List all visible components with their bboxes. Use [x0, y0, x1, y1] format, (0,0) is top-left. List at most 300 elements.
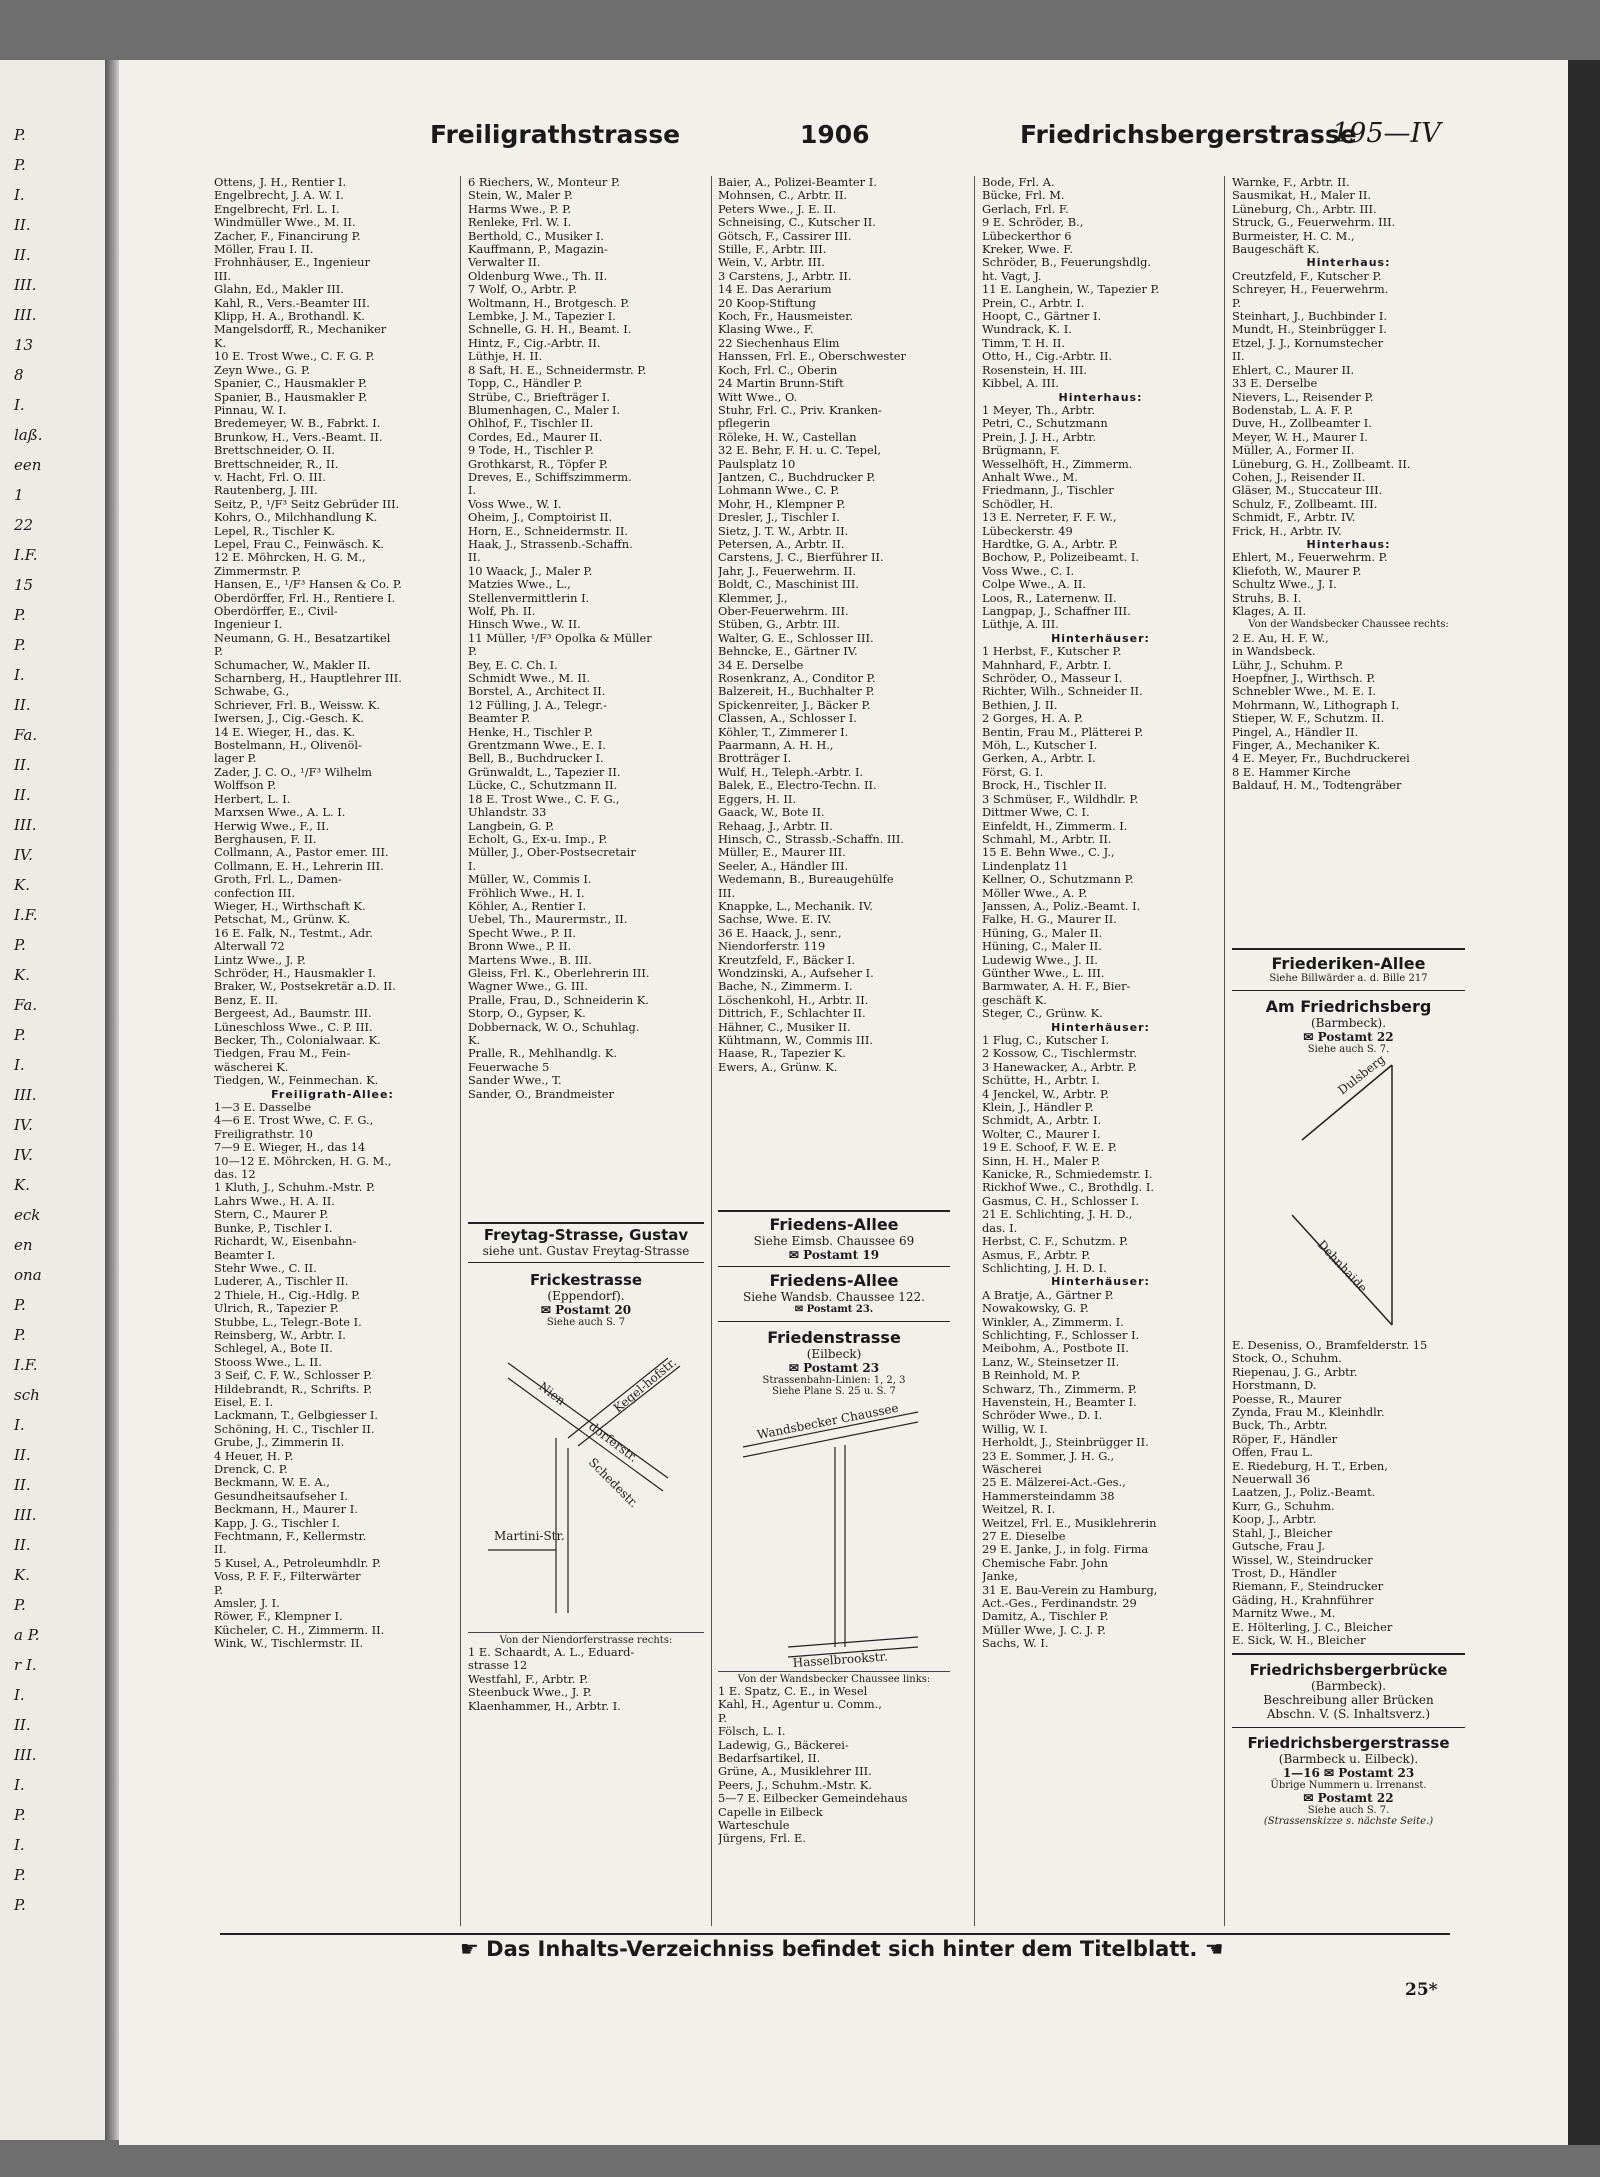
directory-entry: Gäding, H., Krahnführer	[1232, 1593, 1374, 1607]
left-page-margin-fragment: K.	[14, 966, 30, 984]
directory-entry: Zacher, F., Financirung P.	[214, 229, 361, 243]
directory-entry: Rosenstein, H. III.	[982, 363, 1088, 377]
left-page-margin-fragment: P.	[14, 1596, 26, 1614]
column-divider	[1224, 176, 1225, 1926]
directory-entry: Klasing Wwe., F.	[718, 323, 814, 337]
directory-entry: Lüthje, A. III.	[982, 618, 1059, 632]
directory-entry: Offen, Frau L.	[1232, 1446, 1314, 1460]
col5-street-entries	[1232, 948, 1465, 1827]
directory-entry: Lanz, W., Steinsetzer II.	[982, 1355, 1120, 1369]
directory-entry: 16 E. Falk, N., Testmt., Adr.	[214, 926, 373, 940]
directory-entry: Seeler, A., Händler III.	[718, 859, 849, 873]
directory-entry: das. 12	[214, 1168, 256, 1182]
directory-entry: Hüning, G., Maler II.	[982, 926, 1103, 940]
directory-entry: Renleke, Frl. W. I.	[468, 216, 572, 230]
directory-entry: 19 E. Schoof, F. W. E. P.	[982, 1141, 1117, 1155]
directory-entry: Spickenreiter, J., Bäcker P.	[718, 698, 871, 712]
left-page-margin-fragment: II.	[14, 216, 31, 234]
directory-entry: pflegerin	[718, 417, 771, 431]
left-page-margin-fragment: K.	[14, 1176, 30, 1194]
directory-entry: Havenstein, H., Beamter I.	[982, 1395, 1137, 1409]
directory-entry: Kahl, R., Vers.-Beamter III.	[214, 296, 370, 310]
directory-entry: Baier, A., Polizei-Beamter I.	[718, 176, 877, 189]
directory-entry: Carstens, J. C., Bierführer II.	[718, 551, 884, 565]
directory-entry: Dittrich, F., Schlachter II.	[718, 1007, 866, 1021]
directory-entry: Wondzinski, A., Aufseher I.	[718, 966, 874, 980]
directory-entry: Drenck, C. P.	[214, 1463, 288, 1476]
directory-entry: Brettschneider, O. II.	[214, 444, 335, 458]
directory-entry: 5 Kusel, A., Petroleumhdlr. P.	[214, 1556, 381, 1570]
directory-entry: Günther Wwe., L. III.	[982, 966, 1105, 980]
directory-entry: Haase, R., Tapezier K.	[718, 1047, 846, 1061]
friedens-allee-2-post: ✉ Postamt 23.	[794, 1304, 874, 1315]
directory-entry: Mundt, H., Steinbrügger I.	[1232, 323, 1387, 337]
directory-entry: Sander Wwe., T.	[468, 1074, 562, 1088]
directory-entry: Lühr, J., Schuhm. P.	[1232, 658, 1344, 672]
left-page-margin-fragment: Fa.	[14, 996, 38, 1014]
directory-entry: Bey, E. C. Ch. I.	[468, 658, 558, 672]
directory-entry: Prein, J. J. H., Arbtr.	[982, 430, 1097, 444]
directory-entry: 21 E. Schlichting, J. H. D.,	[982, 1208, 1133, 1222]
directory-entry: Reinsberg, W., Arbtr. I.	[214, 1328, 346, 1342]
left-page-margin-fragment: I.	[14, 1686, 25, 1704]
directory-entry: 4—6 E. Trost Wwe, C. F. G.,	[214, 1114, 374, 1128]
left-page-margin-fragment: II.	[14, 1536, 31, 1554]
fricke-title: Frickestrasse	[529, 1271, 643, 1289]
directory-entry: Kreutzfeld, F., Bäcker I.	[718, 953, 856, 967]
directory-entry: Mangelsdorff, R., Mechaniker	[214, 323, 387, 337]
directory-entry: Baugeschäft K.	[1232, 243, 1320, 257]
directory-entry: II.	[1232, 350, 1245, 364]
directory-entry: Schnelle, G. H. H., Beamt. I.	[468, 323, 632, 337]
directory-entry: Wesselhöft, H., Zimmerm.	[982, 457, 1133, 471]
directory-entry: Weitzel, R. I.	[982, 1503, 1056, 1517]
left-page-margin-fragment: III.	[14, 1746, 37, 1764]
directory-entry: 1 Flug, C., Kutscher I.	[982, 1034, 1110, 1047]
directory-entry: 1 Meyer, Th., Arbtr.	[982, 403, 1096, 417]
directory-entry: Grüne, A., Musiklehrer III.	[718, 1765, 872, 1779]
directory-entry: Fechtmann, F., Kellermstr.	[214, 1530, 367, 1544]
directory-entry: Finger, A., Mechaniker K.	[1232, 739, 1381, 753]
directory-entry: Zeyn Wwe., G. P.	[214, 363, 311, 377]
directory-entry: P.	[214, 1583, 223, 1597]
section-heading: Hinterhaus:	[1306, 537, 1391, 551]
directory-entry: 7 Wolf, O., Arbtr. P.	[468, 283, 577, 297]
directory-entry: Nowakowsky, G. P.	[982, 1302, 1089, 1316]
section-heading: Hinterhaus:	[1306, 256, 1391, 270]
directory-entry: 2 Kossow, C., Tischlermstr.	[982, 1047, 1137, 1061]
directory-entry: Bochow, P., Polizeibeamt. I.	[982, 551, 1139, 565]
directory-entry: Oberdörffer, Frl. H., Rentiere I.	[214, 591, 396, 605]
directory-entry: Warnke, F., Arbtr. II.	[1232, 176, 1350, 189]
directory-entry: Schödler, H.	[982, 497, 1054, 511]
directory-entry: Peers, J., Schuhm.-Mstr. K.	[718, 1778, 872, 1792]
section-heading: Hinterhaus:	[1058, 390, 1143, 404]
left-page-margin-fragment: I.	[14, 1416, 25, 1434]
column-divider	[711, 176, 712, 1926]
directory-entry: Spanier, B., Hausmakler P.	[214, 390, 368, 404]
header-year: 1906	[800, 120, 870, 149]
directory-entry: Baldauf, H. M., Todtengräber	[1232, 779, 1402, 793]
left-page-margin-fragment: IV.	[14, 846, 33, 864]
directory-entry: Benz, E. II.	[214, 993, 278, 1007]
left-page-margin-fragment: Fa.	[14, 726, 38, 744]
directory-entry: 11 E. Langhein, W., Tapezier P.	[982, 283, 1160, 297]
directory-entry: Kücheler, C. H., Zimmerm. II.	[214, 1623, 385, 1637]
directory-entry: Hoepfner, J., Wirthsch. P.	[1232, 672, 1376, 686]
directory-entry: 3 Hanewacker, A., Arbtr. P.	[982, 1060, 1137, 1074]
left-page-margin-fragment: een	[14, 456, 42, 474]
directory-entry: 34 E. Derselbe	[718, 658, 804, 672]
directory-entry: Schumacher, W., Makler II.	[214, 658, 371, 672]
friedens-entries	[718, 1210, 950, 1846]
directory-entry: Pralle, R., Mehlhandlg. K.	[468, 1047, 618, 1061]
column-divider	[974, 176, 975, 1926]
directory-entry: 9 Tode, H., Tischler P.	[468, 444, 594, 458]
directory-entry: Lüneburg, Ch., Arbtr. III.	[1232, 202, 1377, 216]
directory-entry: Steger, C., Grünw. K.	[982, 1007, 1103, 1021]
directory-entry: Lübeckerstr. 49	[982, 524, 1073, 538]
left-page-margin-fragment: P.	[14, 126, 26, 144]
directory-entry: Stein, W., Maler P.	[468, 189, 573, 203]
directory-entry: Steinhart, J., Buchbinder I.	[1232, 310, 1387, 324]
directory-entry: Einfeldt, H., Zimmerm. I.	[982, 819, 1128, 833]
friedrichsberg-title: Am Friedrichsberg	[1265, 997, 1432, 1016]
directory-entry: 2 Gorges, H. A. P.	[982, 712, 1084, 726]
directory-entry: Hintz, F., Cig.-Arbtr. II.	[468, 336, 601, 350]
directory-entry: Wolffson P.	[214, 779, 277, 793]
directory-entry: Schmahl, M., Arbtr. II.	[982, 832, 1112, 846]
directory-entry: II.	[214, 1543, 227, 1557]
directory-entry: Ohlhof, F., Tischler II.	[468, 417, 594, 431]
directory-entry: Lepel, R., Tischler K.	[214, 524, 336, 538]
friedens-allee-1-post: ✉ Postamt 19	[788, 1248, 880, 1262]
map-label-schedestr: Schedestr.	[585, 1455, 641, 1511]
friedens-allee-1-title: Friedens-Allee	[769, 1215, 899, 1234]
directory-entry: Steenbuck Wwe., J. P.	[468, 1686, 592, 1700]
directory-entry: lager P.	[214, 752, 257, 766]
directory-entry: Sausmikat, H., Maler II.	[1232, 189, 1372, 203]
map-label-martini: Martini-Str.	[494, 1529, 565, 1543]
directory-entry: 31 E. Bau-Verein zu Hamburg,	[982, 1583, 1158, 1597]
directory-entry: 24 Martin Brunn-Stift	[718, 377, 844, 391]
friedenstrasse-post: ✉ Postamt 23	[788, 1361, 880, 1375]
directory-entry: Weitzel, Frl. E., Musiklehrerin	[982, 1516, 1157, 1530]
directory-entry: Fölsch, L. I.	[718, 1725, 786, 1739]
directory-entry: Müller, E., Maurer III.	[718, 846, 846, 860]
directory-entry: das. I.	[982, 1221, 1018, 1235]
left-page-margin-fragment: P.	[14, 1896, 26, 1914]
directory-entry: Horn, E., Schneidermstr. II.	[468, 524, 628, 538]
directory-entry: 7—9 E. Wieger, H., das 14	[214, 1141, 366, 1155]
left-page-margin-fragment: II.	[14, 246, 31, 264]
directory-entry: Amsler, J. I.	[214, 1597, 280, 1611]
directory-entry: Classen, A., Schlosser I.	[718, 712, 857, 726]
left-page-margin-fragment: I.	[14, 1056, 25, 1074]
left-page-margin-fragment: P.	[14, 1866, 26, 1884]
directory-entry: Hüning, C., Maler II.	[982, 940, 1102, 954]
directory-entry: Kellner, O., Schutzmann P.	[982, 873, 1134, 887]
friedrichsberg-district: (Barmbeck).	[1310, 1016, 1387, 1030]
left-page-margin-fragment: 22	[14, 516, 34, 534]
directory-entry: Lüneschloss Wwe., C. P. III.	[214, 1020, 373, 1034]
directory-entry: Sachse, Wwe. E. IV.	[718, 913, 832, 927]
directory-entry: P.	[1232, 296, 1241, 310]
left-page-margin-fragment: I.F.	[14, 546, 38, 564]
directory-entry: Jantzen, C., Buchdrucker P.	[718, 470, 876, 484]
directory-entry: Eggers, H. II.	[718, 792, 796, 806]
directory-entry: Stehr Wwe., C. II.	[214, 1261, 317, 1275]
directory-entry: Bentin, Frau M., Plätterei P.	[982, 725, 1144, 739]
directory-entry: Schöning, H. C., Tischler II.	[214, 1422, 375, 1436]
freytag-strasse-entry	[468, 1222, 704, 1713]
left-page-margin-fragment: II.	[14, 1716, 31, 1734]
directory-entry: Bücke, Frl. M.	[982, 189, 1065, 203]
directory-entry: 1—3 E. Dasselbe	[214, 1101, 312, 1115]
directory-entry: 3 Seif, C. F. W., Schlosser P.	[214, 1369, 373, 1383]
directory-entry: Ehlert, C., Maurer II.	[1232, 363, 1355, 377]
directory-entry: Storp, O., Gypser, K.	[468, 1007, 586, 1021]
directory-entry: Klemmer, J.,	[718, 591, 788, 605]
directory-entry: Schütte, H., Arbtr. I.	[982, 1074, 1100, 1088]
directory-entry: Bostelmann, H., Olivenöl-	[214, 739, 362, 753]
footer-notice: ☛ Das Inhalts-Verzeichniss befindet sich hinter dem Titelblatt. ☚	[460, 1937, 1224, 1961]
directory-entry: Frohnhäuser, E., Ingenieur	[214, 256, 370, 270]
directory-entry: ht. Vagt, J.	[982, 269, 1042, 283]
directory-entry: Stahl, J., Bleicher	[1232, 1526, 1333, 1540]
directory-entry: Schröder, B., Feuerungshdlg.	[982, 256, 1152, 270]
column-5	[1232, 176, 1465, 793]
directory-entry: E. Riedeburg, H. T., Erben,	[1232, 1459, 1388, 1473]
fricke-street-map	[468, 1328, 704, 1628]
directory-entry: Stern, C., Maurer P.	[214, 1208, 329, 1222]
directory-entry: Otto, H., Cig.-Arbtr. II.	[982, 350, 1113, 364]
left-page-margin-fragment: III.	[14, 276, 37, 294]
left-page-margin-fragment: III.	[14, 306, 37, 324]
directory-entry: Schmidt, A., Arbtr. I.	[982, 1114, 1102, 1128]
directory-entry: Först, G. I.	[982, 765, 1044, 779]
directory-entry: Lücke, C., Schutzmann II.	[468, 779, 618, 793]
directory-entry: Stille, F., Arbtr. III.	[718, 243, 827, 257]
directory-entry: Lohmann Wwe., C. P.	[718, 484, 840, 498]
directory-entry: confection III.	[214, 886, 296, 900]
directory-entry: Klipp, H. A., Brothandl. K.	[214, 310, 365, 324]
directory-entry: Beamter I.	[214, 1248, 276, 1262]
left-page-margin-fragment: II.	[14, 1476, 31, 1494]
directory-entry: E. Deseniss, O., Bramfelderstr. 15	[1232, 1339, 1428, 1352]
left-page-margin-fragment: 15	[14, 576, 34, 594]
directory-entry: 3 Carstens, J., Arbtr. II.	[718, 269, 852, 283]
freytag-title: Freytag-Strasse, Gustav	[483, 1226, 689, 1244]
directory-entry: Berghausen, F. II.	[214, 832, 317, 846]
left-page-margin-fragment: sch	[14, 1386, 40, 1404]
left-page-margin-fragment: ona	[14, 1266, 42, 1284]
left-page-margin-fragment: I.F.	[14, 1356, 38, 1374]
column-3	[718, 176, 950, 1074]
directory-entry: Fröhlich Wwe., H. I.	[468, 886, 585, 900]
directory-entry: Struhs, B. I.	[1232, 591, 1302, 605]
directory-entry: 4 Heuer, H. P.	[214, 1449, 294, 1463]
fricke-district: (Eppendorf).	[547, 1289, 625, 1303]
directory-entry: Cohen, J., Reisender II.	[1232, 470, 1366, 484]
directory-entry: 5—7 E. Eilbecker Gemeindehaus	[718, 1792, 908, 1806]
directory-entry: 10—12 E. Möhrcken, H. G. M.,	[214, 1154, 392, 1168]
directory-entry: Dresler, J., Tischler I.	[718, 511, 840, 525]
directory-entry: Pralle, Frau, D., Schneiderin K.	[468, 993, 649, 1007]
directory-entry: Koop, J., Arbtr.	[1232, 1513, 1317, 1527]
left-page-margin-fragment: P.	[14, 636, 26, 654]
directory-entry: Nievers, L., Reisender P.	[1232, 390, 1374, 404]
directory-entry: Cordes, Ed., Maurer II.	[468, 430, 603, 444]
left-page-margin-fragment: K.	[14, 1566, 30, 1584]
header-left-street: Freiligrathstrasse	[430, 120, 681, 149]
friederiken-title: Friederiken-Allee	[1271, 954, 1426, 973]
friedenstrasse-plan: Siehe Plane S. 25 u. S. 7	[772, 1386, 896, 1397]
directory-entry: Schreyer, H., Feuerwehrm.	[1232, 283, 1389, 297]
left-page-margin-fragment: IV.	[14, 1146, 33, 1164]
directory-entry: Voss Wwe., C. I.	[982, 564, 1075, 578]
directory-entry: 8 Saft, H. E., Schneidermstr. P.	[468, 363, 647, 377]
directory-entry: 25 E. Mälzerei-Act.-Ges.,	[982, 1476, 1126, 1490]
directory-entry: Paulsplatz 10	[718, 457, 796, 471]
page-edge	[1568, 60, 1600, 2145]
directory-entry: Damitz, A., Tischler P.	[982, 1610, 1109, 1624]
directory-entry: Müller, J., Ober-Postsecretair	[468, 846, 636, 860]
map-label-wandsbecker: Wandsbecker Chaussee	[755, 1400, 900, 1442]
directory-entry: 2 Thiele, H., Cig.-Hdlg. P.	[214, 1288, 361, 1302]
directory-entry: Scharnberg, H., Hauptlehrer III.	[214, 672, 402, 686]
directory-entry: Act.-Ges., Ferdinandstr. 29	[982, 1597, 1137, 1611]
directory-entry: 29 E. Janke, J., in folg. Firma	[982, 1543, 1149, 1557]
left-page-margin-fragment: III.	[14, 816, 37, 834]
directory-entry: E. Hölterling, J. C., Bleicher	[1232, 1620, 1393, 1634]
directory-entry: Hinsch Wwe., W. II.	[468, 618, 581, 632]
directory-entry: 27 E. Dieselbe	[982, 1530, 1066, 1544]
directory-entry: Koch, Frl. C., Oberin	[718, 363, 838, 377]
directory-entry: Topp, C., Händler P.	[468, 377, 583, 391]
footer-page-number: 25*	[1405, 1980, 1438, 2000]
directory-entry: Wein, V., Arbtr. III.	[718, 256, 825, 270]
directory-entry: Bedarfsartikel, II.	[718, 1752, 821, 1766]
directory-entry: Schulz, F., Zollbeamt. III.	[1232, 497, 1378, 511]
strasse-line: (Barmbeck u. Eilbeck).	[1278, 1752, 1419, 1767]
directory-entry: 2 E. Au, H. F. W.,	[1232, 631, 1329, 645]
left-page-margin-fragment: I.	[14, 1776, 25, 1794]
left-page-margin-fragment: II.	[14, 756, 31, 774]
directory-entry: Collmann, E. H., Lehrerin III.	[214, 859, 384, 873]
column-4	[982, 176, 1219, 1651]
friedens-allee-2-ref: Siehe Wandsb. Chaussee 122.	[743, 1290, 925, 1304]
directory-entry: Bethien, J. II.	[982, 698, 1058, 712]
map-label-dulsberg: Dulsberg	[1335, 1055, 1388, 1098]
directory-entry: Peters Wwe., J. E. II.	[718, 202, 837, 216]
directory-entry: Grube, J., Zimmerin II.	[214, 1436, 345, 1450]
directory-entry: Westfahl, F., Arbtr. P.	[468, 1672, 589, 1686]
directory-entry: Wolf, Ph. II.	[468, 605, 536, 618]
directory-entry: Creutzfeld, F., Kutscher P.	[1232, 269, 1382, 283]
directory-entry: Sander, O., Brandmeister	[468, 1087, 614, 1101]
directory-entry: Wissel, W., Steindrucker	[1232, 1553, 1373, 1567]
directory-entry: Trost, D., Händler	[1232, 1566, 1337, 1580]
directory-entry: Janke,	[982, 1570, 1018, 1584]
left-page-margin-fragment: III.	[14, 1086, 37, 1104]
directory-entry: Ottens, J. H., Rentier I.	[214, 176, 347, 189]
directory-entry: Zimmermstr. P.	[214, 564, 301, 578]
directory-entry: Rehaag, J., Arbtr. II.	[718, 819, 833, 833]
left-page-margin-fragment: I.F.	[14, 906, 38, 924]
directory-entry: Brock, H., Tischler II.	[982, 779, 1107, 793]
directory-entry: Lepel, Frau C., Feinwäsch. K.	[214, 537, 384, 551]
directory-entry: Schröder Wwe., D. I.	[982, 1409, 1103, 1423]
directory-entry: Stuhr, Frl. C., Priv. Kranken-	[718, 403, 882, 417]
directory-entry: Gaack, W., Bote II.	[718, 806, 825, 820]
directory-entry: Herwig Wwe., F., II.	[214, 819, 330, 833]
left-page-margin-fragment: eck	[14, 1206, 41, 1224]
directory-entry: Engelbrecht, J. A. W. I.	[214, 189, 344, 203]
directory-entry: Harms Wwe., P. P.	[468, 202, 572, 216]
directory-entry: Stooss Wwe., L. II.	[214, 1355, 322, 1369]
directory-entry: in Wandsbeck.	[1232, 645, 1316, 659]
directory-entry: 3 Schmüser, F., Wildhdlr. P.	[982, 792, 1139, 806]
directory-entry: Voss Wwe., W. I.	[468, 497, 562, 511]
left-page-margin-fragment: en	[14, 1236, 33, 1254]
directory-entry: Barmwater, A. H. F., Bier-	[982, 980, 1131, 994]
directory-entry: Uhlandstr. 33	[468, 806, 547, 820]
directory-entry: Gutsche, Frau J.	[1232, 1540, 1325, 1554]
directory-entry: Berthold, C., Musiker I.	[468, 229, 604, 243]
directory-entry: Niendorferstr. 119	[718, 940, 826, 954]
left-page-margin-fragment: I.	[14, 666, 25, 684]
directory-entry: Grünwaldt, L., Tapezier II.	[468, 765, 621, 779]
directory-entry: Schlichting, F., Schlosser I.	[982, 1328, 1140, 1342]
strasse-line: 1—16 ✉ Postamt 23	[1282, 1766, 1415, 1781]
directory-entry: Warteschule	[718, 1819, 790, 1833]
directory-entry: 36 E. Haack, J., senr.,	[718, 926, 842, 940]
directory-entry: Gleiss, Frl. K., Oberlehrerin III.	[468, 966, 650, 980]
directory-entry: Wedemann, B., Bureaugehülfe	[718, 873, 894, 887]
directory-entry: Windmüller Wwe., M. II.	[214, 216, 356, 230]
directory-entry: 1 Kluth, J., Schuhm.-Mstr. P.	[214, 1181, 376, 1195]
directory-entry: Boldt, C., Maschinist III.	[718, 578, 859, 592]
left-page-margin-fragment: 8	[14, 366, 24, 384]
bruecke-line: Abschn. V. (S. Inhaltsverz.)	[1266, 1707, 1431, 1722]
directory-entry: Klein, J., Händler P.	[982, 1101, 1094, 1115]
directory-entry: Mahnhard, F., Arbtr. I.	[982, 658, 1112, 672]
directory-entry: Willig, W. I.	[982, 1422, 1048, 1436]
directory-entry: Feuerwache 5	[468, 1060, 550, 1074]
directory-entry: Schröder, O., Masseur I.	[982, 672, 1123, 686]
directory-entry: Brügmann, F.	[982, 444, 1060, 458]
directory-entry: 32 E. Behr, F. H. u. C. Tepel,	[718, 444, 881, 458]
directory-entry: III.	[214, 269, 232, 283]
left-page-margin-fragment: P.	[14, 1806, 26, 1824]
directory-entry: Collmann, A., Pastor emer. III.	[214, 846, 389, 860]
map-label-dorferstr: dorferstr.	[586, 1419, 641, 1465]
directory-entry: Mohnsen, C., Arbtr. II.	[718, 189, 848, 203]
friedrichsbergerstrasse-title: Friedrichsbergerstrasse	[1247, 1734, 1450, 1753]
directory-entry: Stüben, G., Arbtr. III.	[718, 618, 840, 632]
directory-entry: Witt Wwe., O.	[718, 390, 798, 404]
directory-entry: Colpe Wwe., A. II.	[982, 578, 1087, 592]
fricke-plan-ref: Siehe auch S. 7	[546, 1317, 626, 1328]
directory-entry: Timm, T. H. II.	[982, 336, 1066, 350]
directory-entry: 4 Jenckel, W., Arbtr. P.	[982, 1087, 1109, 1101]
directory-entry: Ulrich, R., Tapezier P.	[214, 1302, 339, 1316]
directory-entry: Bunke, P., Tischler I.	[214, 1221, 333, 1235]
strasse-line: Übrige Nummern u. Irrenanst.	[1270, 1780, 1427, 1792]
directory-entry: A Bratje, A., Gärtner P.	[982, 1288, 1114, 1302]
directory-entry: Verwalter II.	[468, 256, 541, 270]
